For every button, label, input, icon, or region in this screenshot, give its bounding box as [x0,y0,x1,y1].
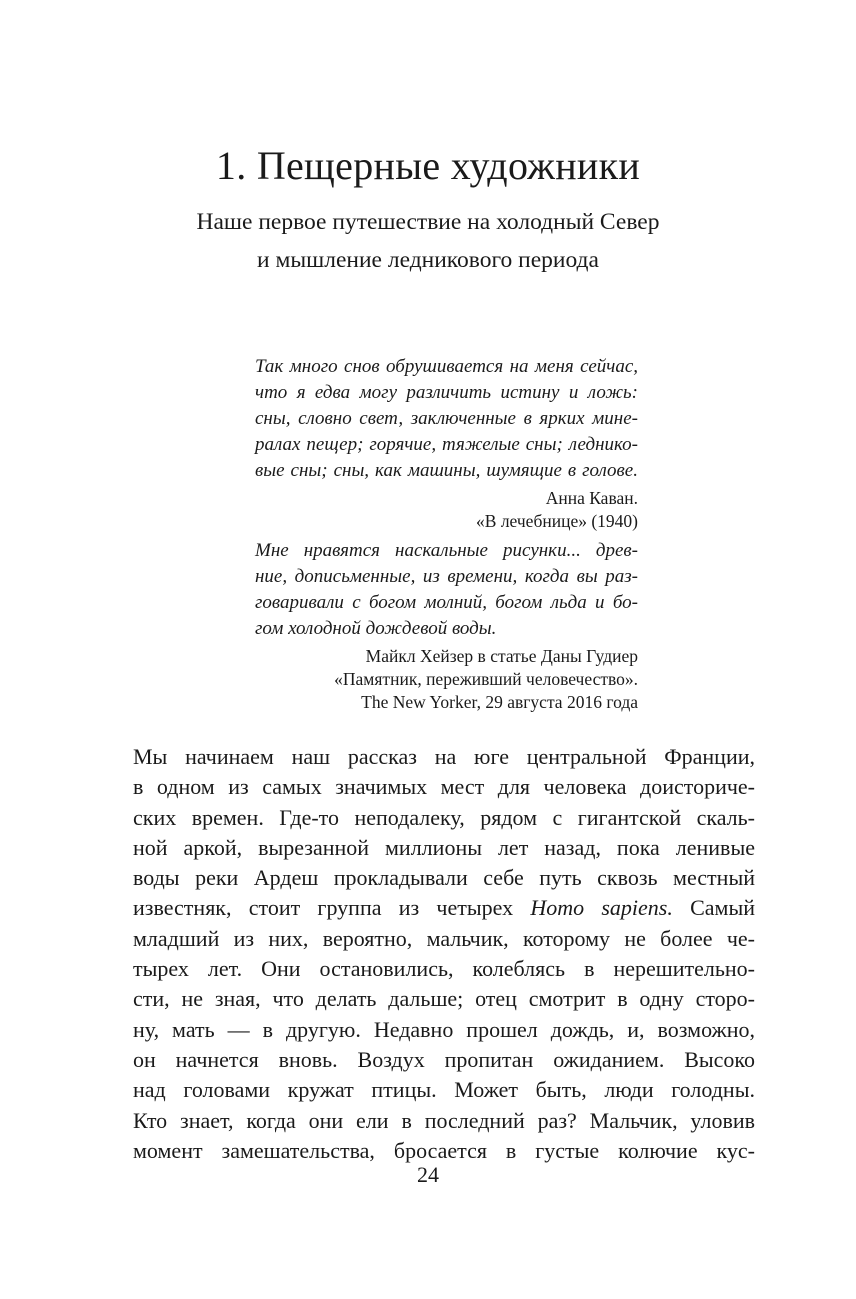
epigraph-quote-line: ралах пещер; горячие, тяжелые сны; леднико- [255,434,638,455]
body-line: воды реки Ардеш прокладывали себе путь сквозь местный [133,865,755,891]
attribution-line: Анна Каван. [545,488,638,508]
body-line: сти, не зная, что делать дальше; отец смотрит в одну сторо- [133,986,755,1012]
body-line [133,893,755,923]
body-line-segment: Самый [690,895,755,921]
epigraph-quote [255,354,638,484]
body-line: ских времен. Где-то неподалеку, рядом с гигантской скаль- [133,804,755,830]
epigraph-attribution [255,487,638,533]
subtitle-line: Наше первое путешествие на холодный Север [196,209,660,235]
epigraph-quote-line: Мне нравятся наскальные рисунки... древ- [255,540,638,561]
epigraph-quote-line: что я едва могу различить истину и ложь: [255,382,638,403]
body-line: он начнется вновь. Воздух пропитан ожиданием. Высоко [133,1046,755,1072]
body-line: Мы начинаем наш рассказ на юге центральной Франции, [133,744,755,769]
body-line: ной аркой, вырезанной миллионы лет назад, пока ленивые [133,834,755,860]
subtitle-line: и мышление ледникового периода [257,247,599,273]
epigraph-quote-line: ние, дописьменные, из времени, когда вы раз- [255,566,638,587]
epigraph-quote-line: сны, словно свет, заключенные в ярких мине- [255,408,638,429]
body-line: Кто знает, когда они ели в последний раз? Мальчик, уловив [133,1107,755,1133]
attribution-line: Майкл Хейзер в статье Даны Гудиер [365,646,638,666]
epigraph-quote-line: вые сны; сны, как машины, шумящие в голове. [255,460,638,481]
epigraph [255,354,638,533]
chapter-subtitle [0,203,856,279]
body-line-segment: известняк, стоит группа из четырех [133,895,514,921]
epigraph-quote [255,538,638,642]
epigraph [255,538,638,714]
attribution-line: The New Yorker, 29 августа 2016 года [361,692,638,712]
chapter-title: 1. Пещерные художники [215,143,641,188]
epigraph-quote-line: гом холодной дождевой воды. [255,618,497,639]
attribution-line: «В лечебнице» (1940) [476,511,638,531]
body-line: над головами кружат птицы. Может быть, люди голодны. [133,1077,755,1103]
body-line: в одном из самых значимых мест для человека доисториче- [133,774,755,800]
body-line: ну, мать — в другую. Недавно прошел дождь, и, возможно, [133,1016,755,1042]
epigraph-attribution [255,645,638,714]
body-line: тырех лет. Они остановились, колеблясь в нерешительно- [133,956,755,982]
epigraph-quote-line: Так много снов обрушивается на меня сейчас, [255,356,638,377]
body-line: момент замешательства, бросается в густые колючие кус- [133,1137,755,1163]
page-number: 24 [417,1162,439,1187]
species-name: Homo sapiens. [530,895,673,921]
body-line: младший из них, вероятно, мальчик, которому не более че- [133,925,755,951]
body-paragraph [133,742,755,1166]
attribution-line: «Памятник, переживший человечество». [334,669,638,689]
epigraph-quote-line: говаривали с богом молний, богом льда и бо- [255,592,638,613]
